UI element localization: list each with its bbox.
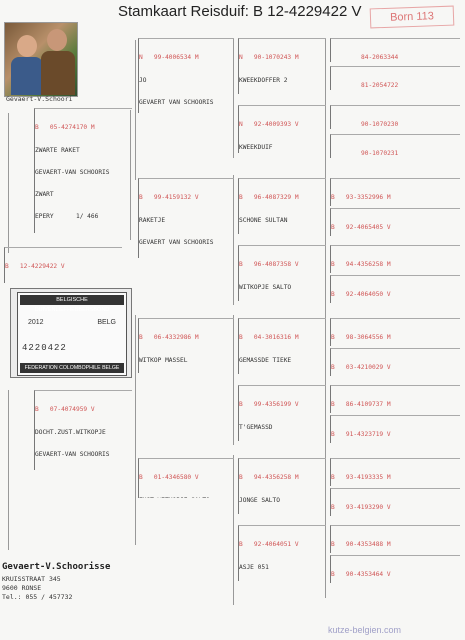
subject-card <box>4 247 122 283</box>
pedigree-line: GEVAERT VAN SCHOORIS <box>139 98 214 106</box>
ring-number: N 99-4006534 M <box>139 53 199 61</box>
pedigree-line: JO <box>139 76 147 84</box>
label-header: BELGISCHE DUIVENLIEFHEBBERSBOND <box>20 295 124 305</box>
ring-number: B 03-4210029 V <box>331 363 391 371</box>
ancestor-gen4-card <box>330 245 460 273</box>
ring-number: B 04-3016316 M <box>239 333 299 341</box>
ancestor-sds-card <box>238 178 326 234</box>
ring-number: 90-1070230 <box>361 120 399 128</box>
ancestor-sss-card <box>238 38 326 94</box>
connector-gen2-bottom <box>135 315 136 545</box>
pedigree-line: KWEEKDOFFER 2 <box>239 76 288 84</box>
ring-number: B 05-4274170 M <box>35 123 95 131</box>
ring-number: B 94-4356258 M <box>331 260 391 268</box>
granddam-paternal-card <box>138 178 234 258</box>
pedigree-line: GEVAERT-VAN SCHOORIS <box>35 168 110 176</box>
pedigree-line: GEMASSDE TIEKE <box>239 356 292 364</box>
ring-number: N 90-1070243 M <box>239 53 299 61</box>
photo-caption: Gevaert-V.Schoori <box>6 95 73 103</box>
ancestor-gen4-card <box>330 348 460 376</box>
address-line: 9600 RONSE <box>2 584 42 592</box>
pedigree-line: EPERY 1/ 466 <box>35 213 99 221</box>
address-line: Tel.: 055 / 457732 <box>2 593 73 601</box>
pedigree-line: SCHONE SULTAN <box>239 216 288 224</box>
ring-number: B 92-4065405 V <box>331 223 391 231</box>
ancestor-gen4-card <box>330 38 460 62</box>
pedigree-line: RAKETJE <box>139 216 166 224</box>
label-footer: FEDERATION COLOMBOPHILE BELGE <box>20 363 124 373</box>
ring-number: 81-2054722 <box>361 81 399 89</box>
ring-number: B 92-4064051 V <box>239 540 299 548</box>
label-number: 4220422 <box>22 343 67 353</box>
ancestor-gen4-card <box>330 318 460 346</box>
ring-number: B 90-4353488 M <box>331 540 391 548</box>
pedigree-line: GEVAERT-VAN SCHOORIS <box>35 450 110 458</box>
ring-number: B 93-3352996 M <box>331 193 391 201</box>
ring-number: B 86-4109737 M <box>331 400 391 408</box>
ring-number: B 06-4332986 M <box>139 333 199 341</box>
ancestor-dsd-card <box>238 385 326 441</box>
ancestor-gen4-card <box>330 66 460 90</box>
owner-photo <box>4 22 78 97</box>
owner-address <box>2 575 72 602</box>
pedigree-line: DOCHT.ZUST.WITKOPJE <box>35 428 106 436</box>
connector-gen2-top <box>135 40 136 180</box>
ring-number: B 07-4074959 V <box>35 405 95 413</box>
connector-subject-dam <box>8 390 9 550</box>
ancestor-gen4-card <box>330 385 460 413</box>
ancestor-gen4-card <box>330 105 460 129</box>
sire-card <box>34 108 132 233</box>
pedigree-line: ZWART <box>35 191 54 199</box>
address-line: KRUISSTRAAT 345 <box>2 575 61 583</box>
ring-number: B 94-4356258 M <box>239 473 299 481</box>
dam-card <box>34 390 132 470</box>
ring-number: B 96-4087358 V <box>239 260 299 268</box>
ring-number: B 93-4193290 V <box>331 503 391 511</box>
ring-number: B 99-4356199 V <box>239 400 299 408</box>
ring-number: B 92-4064050 V <box>331 290 391 298</box>
ring-number: B 93-4193335 M <box>331 473 391 481</box>
ring-number: 90-1070231 <box>361 149 399 157</box>
ancestor-gen4-card <box>330 208 460 236</box>
pedigree-line: KWEEKDUIF <box>239 143 273 151</box>
grandsire-maternal-card <box>138 318 234 373</box>
ancestor-gen4-card <box>330 458 460 486</box>
ring-number: B 90-4353464 V <box>331 570 391 578</box>
ancestor-gen4-card <box>330 178 460 206</box>
ancestor-dds-card <box>238 458 326 514</box>
ring-number: B 12-4229422 V <box>5 262 65 270</box>
federation-ring-label <box>10 288 132 378</box>
handwritten-stamp: Born 113 <box>370 6 455 29</box>
ring-number: B 91-4323719 V <box>331 430 391 438</box>
pedigree-line: JONGE SALTO <box>239 496 280 504</box>
ring-number: B 98-3064556 M <box>331 333 391 341</box>
ancestor-gen4-card <box>330 275 460 303</box>
ancestor-gen4-card <box>330 134 460 158</box>
ring-number: N 92-4009393 V <box>239 120 299 128</box>
pedigree-line: T'GEMASSD <box>239 423 273 431</box>
pedigree-line: WITKOP MASSEL <box>139 356 188 364</box>
site-watermark: kutze-belgien.com <box>328 625 402 635</box>
ring-number: 84-2063344 <box>361 53 399 61</box>
label-country: BELG <box>97 319 116 326</box>
ancestor-gen4-card <box>330 488 460 516</box>
connector-subject-sire <box>8 113 9 253</box>
label-year: 2012 <box>28 319 44 326</box>
ring-number: B 96-4087329 M <box>239 193 299 201</box>
ancestor-dss-card <box>238 318 326 374</box>
ring-number: B 99-4159132 V <box>139 193 199 201</box>
pedigree-line <box>139 497 234 498</box>
page-title: Stamkaart Reisduif: B 12-4229422 V <box>118 3 362 20</box>
granddam-maternal-card <box>138 458 234 498</box>
pedigree-line: WITKOPJE SALTO <box>239 283 292 291</box>
grandsire-paternal-card <box>138 38 234 113</box>
ancestor-gen4-card <box>330 415 460 443</box>
pedigree-line: ASJE 051 <box>239 563 269 571</box>
ancestor-gen4-card <box>330 525 460 553</box>
pedigree-line: GEVAERT VAN SCHOORIS <box>139 238 214 246</box>
ancestor-sdd-card <box>238 245 326 301</box>
ancestor-ssd-card <box>238 105 326 153</box>
pedigree-line: ZWARTE RAKET <box>35 146 80 154</box>
ring-number: B 01-4346580 V <box>139 473 199 481</box>
ancestor-gen4-card <box>330 555 460 583</box>
owner-name: Gevaert-V.Schoorisse <box>2 562 111 572</box>
ancestor-ddd-card <box>238 525 326 581</box>
